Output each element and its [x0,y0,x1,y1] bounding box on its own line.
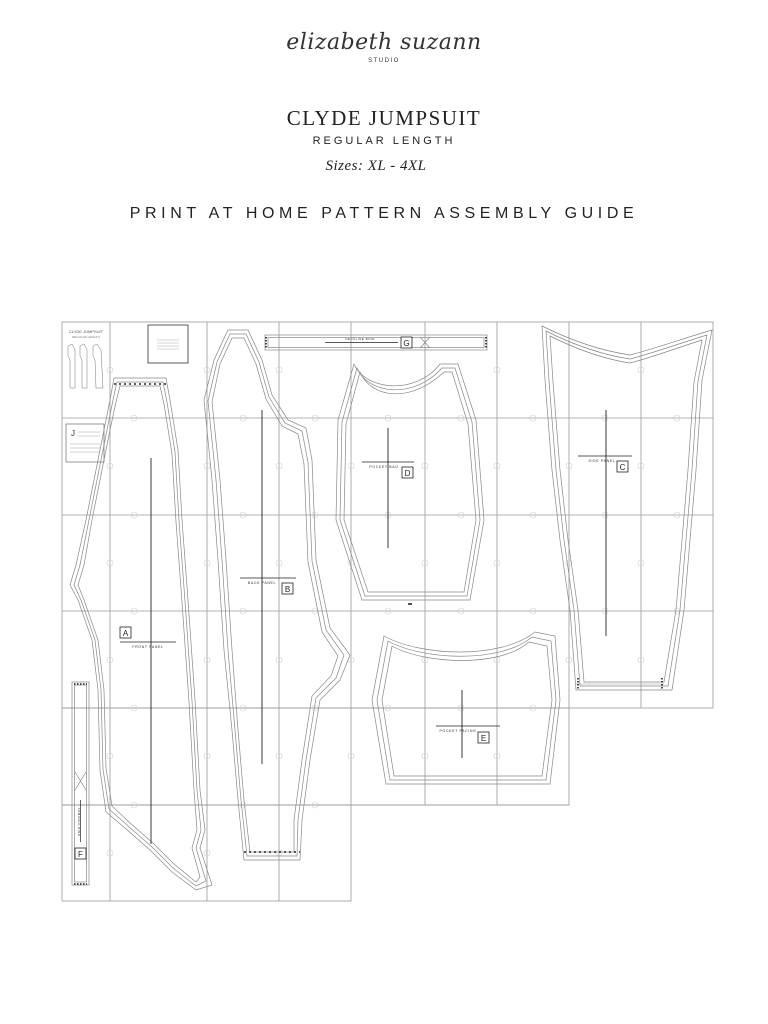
tile-grid [62,322,713,901]
piece-b-name: BACK PANEL [247,581,277,585]
piece-b-label [240,578,296,594]
pattern-title: CLYDE JUMPSUIT [286,106,482,130]
piece-a-name: FRONT PANEL [132,645,164,649]
brand-wordmark: elizabeth suzann [286,30,482,55]
size-range: Sizes: XL - 4XL [325,158,427,174]
piece-g-name: NECKLINE BIND [345,337,375,341]
registration-marks [107,367,680,856]
piece-b-back-panel [204,330,350,860]
piece-c-letter: C [619,463,626,472]
assembly-guide-title: PRINT AT HOME PATTERN ASSEMBLY GUIDE [129,205,639,222]
pattern-thumbnail [68,329,104,388]
piece-e-letter: E [480,734,487,743]
piece-a-label [120,627,176,649]
info-box [148,325,188,363]
thumbnail-subtitle: REGULAR LENGTH [72,335,100,339]
piece-d-name: POCKET BAG [369,465,399,469]
layout-key-box [66,424,104,462]
piece-d-pocket-bag [336,364,484,604]
piece-f-letter: F [78,850,83,859]
piece-c-name: SIDE PANEL [588,459,616,463]
piece-d-letter: D [404,469,411,478]
piece-g-neckline-bind [265,335,487,350]
thumbnail-title: CLYDE JUMPSUIT [68,329,104,334]
piece-f-name: ARMHOLE BIND [77,807,81,837]
piece-c-side-panel [542,326,712,690]
brand-studio: STUDIO [368,58,400,64]
key-box-letter: J [71,429,75,438]
piece-a-letter: A [122,629,129,638]
piece-b-letter: B [284,585,291,594]
pattern-subtitle: REGULAR LENGTH [312,135,456,147]
piece-c-label [578,456,632,472]
piece-f-label [75,808,86,859]
piece-e-name: POCKET FACING [439,729,477,733]
piece-e-label [436,726,500,743]
piece-g-letter: G [403,339,410,348]
